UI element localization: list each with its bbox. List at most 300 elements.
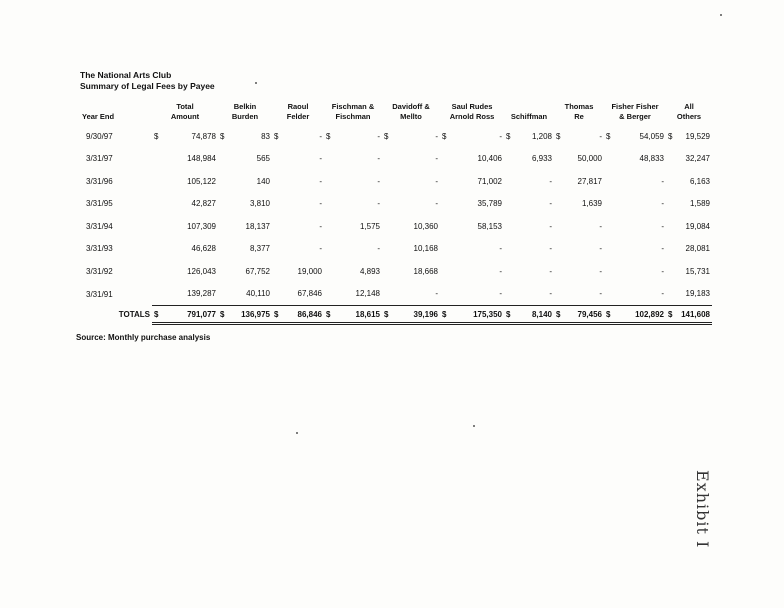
column-header-line: Mellto bbox=[400, 111, 422, 121]
cell-value: - bbox=[377, 176, 380, 186]
cell-value: - bbox=[377, 199, 380, 209]
currency-symbol bbox=[506, 222, 508, 231]
table-cell bbox=[324, 260, 382, 283]
cell-content bbox=[154, 132, 216, 141]
table-cell bbox=[152, 170, 218, 193]
cell-content bbox=[668, 310, 710, 319]
table-cell bbox=[440, 148, 504, 171]
currency-symbol bbox=[606, 154, 608, 163]
currency-symbol bbox=[556, 177, 558, 186]
currency-symbol bbox=[326, 244, 328, 253]
year-end-cell: 3/31/92 bbox=[86, 266, 113, 276]
table-cell bbox=[382, 193, 440, 216]
currency-symbol: $ bbox=[154, 309, 159, 319]
currency-symbol bbox=[154, 244, 156, 253]
cell-content bbox=[442, 289, 502, 298]
table-cell bbox=[554, 125, 604, 148]
currency-symbol bbox=[220, 199, 222, 208]
currency-symbol bbox=[506, 267, 508, 276]
table-cell bbox=[666, 283, 712, 306]
cell-content bbox=[274, 244, 322, 253]
cell-value: 86,846 bbox=[297, 309, 322, 319]
column-header-line: Re bbox=[574, 111, 584, 121]
column-header-line: Year End bbox=[82, 111, 115, 121]
cell-content bbox=[154, 244, 216, 253]
table-cell bbox=[554, 260, 604, 283]
totals-row bbox=[80, 306, 712, 324]
column-header-schiffman bbox=[504, 102, 554, 125]
table-cell bbox=[504, 193, 554, 216]
cell-value: 10,168 bbox=[413, 244, 438, 254]
cell-value: - bbox=[549, 289, 552, 299]
cell-content bbox=[274, 289, 322, 298]
cell-value: - bbox=[319, 176, 322, 186]
currency-symbol bbox=[606, 289, 608, 298]
cell-content bbox=[220, 289, 270, 298]
currency-symbol bbox=[556, 199, 558, 208]
cell-content bbox=[668, 154, 710, 163]
table-cell bbox=[666, 238, 712, 261]
currency-symbol: $ bbox=[556, 309, 561, 319]
table-cell bbox=[604, 260, 666, 283]
legal-fees-table bbox=[80, 102, 712, 325]
table-cell bbox=[440, 170, 504, 193]
cell-content bbox=[668, 132, 710, 141]
table-cell bbox=[504, 260, 554, 283]
cell-content bbox=[442, 199, 502, 208]
cell-value: - bbox=[377, 131, 380, 141]
table-cell bbox=[324, 125, 382, 148]
currency-symbol bbox=[384, 154, 386, 163]
cell-value: 50,000 bbox=[577, 154, 602, 164]
cell-value: - bbox=[435, 176, 438, 186]
currency-symbol bbox=[606, 244, 608, 253]
source-note: Source: Monthly purchase analysis bbox=[76, 333, 211, 342]
currency-symbol bbox=[606, 199, 608, 208]
cell-value: 18,615 bbox=[355, 309, 380, 319]
cell-value: - bbox=[661, 289, 664, 299]
scan-speck bbox=[255, 82, 257, 84]
cell-content bbox=[606, 244, 664, 253]
cell-content bbox=[556, 132, 602, 141]
cell-content bbox=[326, 199, 380, 208]
cell-value: 19,000 bbox=[297, 266, 322, 276]
cell-content bbox=[220, 310, 270, 319]
table-row bbox=[80, 193, 712, 216]
table-cell bbox=[382, 125, 440, 148]
currency-symbol bbox=[274, 199, 276, 208]
table-cell bbox=[218, 215, 272, 238]
cell-value: 8,377 bbox=[249, 244, 270, 254]
currency-symbol bbox=[506, 289, 508, 298]
currency-symbol bbox=[442, 267, 444, 276]
table-cell bbox=[272, 170, 324, 193]
column-header-line: Thomas bbox=[564, 102, 594, 111]
cell-content bbox=[606, 132, 664, 141]
cell-value: - bbox=[435, 199, 438, 209]
table-cell bbox=[272, 148, 324, 171]
cell-content bbox=[274, 154, 322, 163]
cell-value: 791,077 bbox=[187, 309, 216, 319]
currency-symbol bbox=[506, 199, 508, 208]
cell-content bbox=[668, 177, 710, 186]
currency-symbol bbox=[442, 154, 444, 163]
currency-symbol bbox=[606, 177, 608, 186]
column-header-fischman bbox=[324, 102, 382, 125]
table-cell bbox=[324, 215, 382, 238]
cell-value: - bbox=[319, 221, 322, 231]
column-header-line bbox=[506, 102, 552, 112]
cell-content bbox=[384, 244, 438, 253]
cell-value: 6,933 bbox=[531, 154, 552, 164]
handwritten-exhibit-label: Exhibit I bbox=[693, 470, 712, 549]
cell-content bbox=[384, 222, 438, 231]
currency-symbol: $ bbox=[220, 309, 225, 319]
table-cell bbox=[152, 193, 218, 216]
cell-content bbox=[506, 267, 552, 276]
cell-content bbox=[506, 222, 552, 231]
table-cell bbox=[440, 193, 504, 216]
column-header-line: Fischman & bbox=[331, 102, 375, 111]
cell-content bbox=[668, 222, 710, 231]
cell-value: - bbox=[661, 199, 664, 209]
cell-content bbox=[154, 289, 216, 298]
table-cell bbox=[382, 238, 440, 261]
currency-symbol bbox=[154, 199, 156, 208]
currency-symbol: $ bbox=[442, 131, 447, 141]
table-cell bbox=[382, 283, 440, 306]
table-cell bbox=[440, 125, 504, 148]
cell-content bbox=[556, 310, 602, 319]
table-cell bbox=[666, 170, 712, 193]
table-cell bbox=[324, 283, 382, 306]
table-cell bbox=[666, 306, 712, 324]
cell-content bbox=[154, 267, 216, 276]
cell-content bbox=[220, 199, 270, 208]
cell-value: 42,827 bbox=[191, 199, 216, 209]
currency-symbol bbox=[442, 199, 444, 208]
currency-symbol bbox=[606, 267, 608, 276]
currency-symbol bbox=[220, 154, 222, 163]
table-row bbox=[80, 260, 712, 283]
currency-symbol bbox=[274, 177, 276, 186]
currency-symbol bbox=[606, 222, 608, 231]
currency-symbol: $ bbox=[668, 309, 673, 319]
cell-content bbox=[442, 154, 502, 163]
column-header-saul bbox=[440, 102, 504, 125]
cell-value: - bbox=[661, 176, 664, 186]
table-cell bbox=[152, 306, 218, 324]
cell-value: 18,137 bbox=[245, 221, 270, 231]
column-header-line: All bbox=[684, 102, 694, 111]
cell-value: 67,752 bbox=[245, 266, 270, 276]
cell-value: 139,287 bbox=[187, 289, 216, 299]
cell-value: 79,456 bbox=[577, 309, 602, 319]
currency-symbol: $ bbox=[274, 309, 279, 319]
table-cell bbox=[554, 215, 604, 238]
cell-content bbox=[220, 267, 270, 276]
column-header-line: Burden bbox=[231, 111, 259, 121]
table-cell bbox=[504, 283, 554, 306]
cell-value: 1,589 bbox=[689, 199, 710, 209]
table-cell bbox=[152, 260, 218, 283]
currency-symbol bbox=[556, 154, 558, 163]
table-cell bbox=[440, 306, 504, 324]
currency-symbol: $ bbox=[384, 131, 389, 141]
cell-value: - bbox=[319, 199, 322, 209]
column-header-total bbox=[152, 102, 218, 125]
cell-value: - bbox=[499, 131, 502, 141]
cell-value: 102,892 bbox=[635, 309, 664, 319]
cell-value: 175,350 bbox=[473, 309, 502, 319]
cell-content bbox=[556, 289, 602, 298]
currency-symbol bbox=[274, 222, 276, 231]
cell-value: - bbox=[599, 131, 602, 141]
cell-content bbox=[556, 222, 602, 231]
currency-symbol bbox=[384, 177, 386, 186]
table-cell bbox=[152, 283, 218, 306]
column-header-others bbox=[666, 102, 712, 125]
cell-content bbox=[154, 199, 216, 208]
cell-value: 19,183 bbox=[685, 289, 710, 299]
column-header-line: Raoul bbox=[287, 102, 309, 111]
table-cell bbox=[504, 125, 554, 148]
column-header-line: Fischman bbox=[335, 111, 371, 121]
currency-symbol bbox=[274, 289, 276, 298]
cell-value: 126,043 bbox=[187, 266, 216, 276]
cell-value: - bbox=[661, 221, 664, 231]
currency-symbol bbox=[668, 289, 670, 298]
cell-content bbox=[274, 132, 322, 141]
currency-symbol bbox=[506, 244, 508, 253]
cell-content bbox=[442, 244, 502, 253]
currency-symbol bbox=[326, 289, 328, 298]
table-cell bbox=[324, 170, 382, 193]
currency-symbol bbox=[154, 154, 156, 163]
year-end-cell: 3/31/91 bbox=[86, 289, 113, 299]
column-header-line: Saul Rudes bbox=[451, 102, 493, 111]
table-cell bbox=[272, 125, 324, 148]
cell-content bbox=[326, 132, 380, 141]
currency-symbol: $ bbox=[606, 309, 611, 319]
currency-symbol bbox=[326, 154, 328, 163]
column-header-year bbox=[80, 102, 152, 125]
cell-content bbox=[668, 244, 710, 253]
column-header-line: Amount bbox=[170, 111, 200, 121]
table-cell bbox=[504, 170, 554, 193]
year-end-cell: 3/31/97 bbox=[86, 154, 113, 164]
cell-value: 18,668 bbox=[413, 266, 438, 276]
table-cell bbox=[272, 193, 324, 216]
table-cell bbox=[666, 148, 712, 171]
cell-value: - bbox=[499, 266, 502, 276]
cell-value: 1,575 bbox=[359, 221, 380, 231]
cell-value: - bbox=[599, 289, 602, 299]
currency-symbol bbox=[556, 244, 558, 253]
currency-symbol bbox=[506, 177, 508, 186]
cell-content bbox=[154, 310, 216, 319]
cell-value: 39,196 bbox=[413, 309, 438, 319]
table-cell bbox=[218, 283, 272, 306]
currency-symbol bbox=[384, 267, 386, 276]
currency-symbol: $ bbox=[506, 309, 511, 319]
cell-content bbox=[384, 154, 438, 163]
cell-value: 565 bbox=[256, 154, 270, 164]
column-header-line bbox=[82, 102, 150, 112]
currency-symbol bbox=[442, 177, 444, 186]
column-header-line: & Berger bbox=[619, 111, 651, 121]
cell-value: 3,810 bbox=[249, 199, 270, 209]
table-cell bbox=[324, 306, 382, 324]
cell-value: - bbox=[499, 244, 502, 254]
cell-value: - bbox=[499, 289, 502, 299]
cell-content bbox=[668, 289, 710, 298]
cell-value: - bbox=[599, 266, 602, 276]
cell-value: 35,789 bbox=[477, 199, 502, 209]
table-cell bbox=[440, 238, 504, 261]
cell-content bbox=[384, 267, 438, 276]
currency-symbol bbox=[326, 199, 328, 208]
cell-value: - bbox=[377, 244, 380, 254]
cell-value: 27,817 bbox=[577, 176, 602, 186]
cell-content bbox=[326, 244, 380, 253]
table-cell bbox=[666, 260, 712, 283]
cell-value: 46,628 bbox=[191, 244, 216, 254]
table-header bbox=[80, 102, 712, 125]
cell-value: - bbox=[549, 244, 552, 254]
table-cell bbox=[504, 238, 554, 261]
cell-content bbox=[274, 199, 322, 208]
table-cell bbox=[382, 215, 440, 238]
cell-value: - bbox=[435, 289, 438, 299]
table-cell bbox=[218, 170, 272, 193]
currency-symbol bbox=[326, 222, 328, 231]
cell-value: 58,153 bbox=[477, 221, 502, 231]
table-cell bbox=[218, 148, 272, 171]
currency-symbol bbox=[384, 199, 386, 208]
currency-symbol bbox=[384, 222, 386, 231]
table-cell bbox=[554, 148, 604, 171]
cell-content bbox=[220, 154, 270, 163]
currency-symbol: $ bbox=[274, 131, 279, 141]
currency-symbol: $ bbox=[668, 131, 673, 141]
table-cell bbox=[152, 215, 218, 238]
table-cell bbox=[504, 306, 554, 324]
cell-value: 1,208 bbox=[531, 131, 552, 141]
cell-content bbox=[220, 132, 270, 141]
cell-value: 71,002 bbox=[477, 176, 502, 186]
column-header-line: Total bbox=[176, 102, 194, 111]
column-header-line: Others bbox=[676, 111, 702, 121]
cell-content bbox=[668, 199, 710, 208]
cell-value: 141,608 bbox=[681, 309, 710, 319]
title-block bbox=[80, 70, 215, 92]
currency-symbol: $ bbox=[154, 131, 159, 141]
table-row bbox=[80, 238, 712, 261]
currency-symbol bbox=[384, 244, 386, 253]
year-end-cell: 3/31/96 bbox=[86, 176, 113, 186]
cell-content bbox=[606, 310, 664, 319]
cell-value: - bbox=[549, 266, 552, 276]
column-header-line: Arnold Ross bbox=[449, 111, 495, 121]
year-end-cell: 9/30/97 bbox=[86, 131, 113, 141]
table-cell bbox=[324, 148, 382, 171]
cell-content bbox=[606, 222, 664, 231]
table-cell bbox=[272, 283, 324, 306]
cell-value: - bbox=[549, 199, 552, 209]
table-cell bbox=[604, 170, 666, 193]
header-row bbox=[80, 102, 712, 125]
cell-value: - bbox=[599, 221, 602, 231]
currency-symbol bbox=[668, 177, 670, 186]
cell-content bbox=[442, 177, 502, 186]
cell-value: 67,846 bbox=[297, 289, 322, 299]
table-cell bbox=[554, 170, 604, 193]
table-cell bbox=[218, 260, 272, 283]
scan-speck bbox=[296, 432, 298, 434]
cell-value: 83 bbox=[261, 131, 270, 141]
table-cell bbox=[666, 125, 712, 148]
cell-value: 54,059 bbox=[639, 131, 664, 141]
table-body bbox=[80, 125, 712, 324]
cell-content bbox=[154, 154, 216, 163]
column-header-raoul bbox=[272, 102, 324, 125]
table-cell bbox=[218, 125, 272, 148]
totals-label: TOTALS bbox=[118, 310, 150, 319]
table-cell bbox=[604, 306, 666, 324]
table-cell bbox=[152, 125, 218, 148]
cell-value: - bbox=[319, 154, 322, 164]
table-cell bbox=[218, 306, 272, 324]
currency-symbol bbox=[384, 289, 386, 298]
cell-content bbox=[326, 289, 380, 298]
table-row bbox=[80, 283, 712, 306]
column-header-line: Davidoff & bbox=[392, 102, 430, 111]
table-cell bbox=[272, 238, 324, 261]
currency-symbol bbox=[326, 177, 328, 186]
currency-symbol bbox=[668, 222, 670, 231]
cell-value: 148,984 bbox=[187, 154, 216, 164]
cell-content bbox=[326, 177, 380, 186]
table-cell bbox=[604, 193, 666, 216]
table-cell bbox=[272, 260, 324, 283]
cell-content bbox=[442, 132, 502, 141]
cell-value: 12,148 bbox=[355, 289, 380, 299]
cell-content bbox=[506, 132, 552, 141]
table-cell bbox=[324, 238, 382, 261]
table-cell bbox=[382, 260, 440, 283]
cell-content bbox=[506, 244, 552, 253]
cell-content bbox=[274, 310, 322, 319]
cell-content bbox=[556, 267, 602, 276]
table-cell bbox=[218, 193, 272, 216]
table-cell bbox=[504, 215, 554, 238]
currency-symbol bbox=[220, 289, 222, 298]
cell-content bbox=[556, 154, 602, 163]
table-cell bbox=[504, 148, 554, 171]
table-cell bbox=[604, 238, 666, 261]
table-cell bbox=[272, 306, 324, 324]
table-row bbox=[80, 148, 712, 171]
cell-value: 1,639 bbox=[581, 199, 602, 209]
table-cell bbox=[218, 238, 272, 261]
cell-value: 15,731 bbox=[685, 266, 710, 276]
currency-symbol bbox=[442, 222, 444, 231]
column-header-line: Felder bbox=[286, 111, 310, 121]
table-row bbox=[80, 170, 712, 193]
table-cell bbox=[604, 125, 666, 148]
cell-content bbox=[326, 267, 380, 276]
